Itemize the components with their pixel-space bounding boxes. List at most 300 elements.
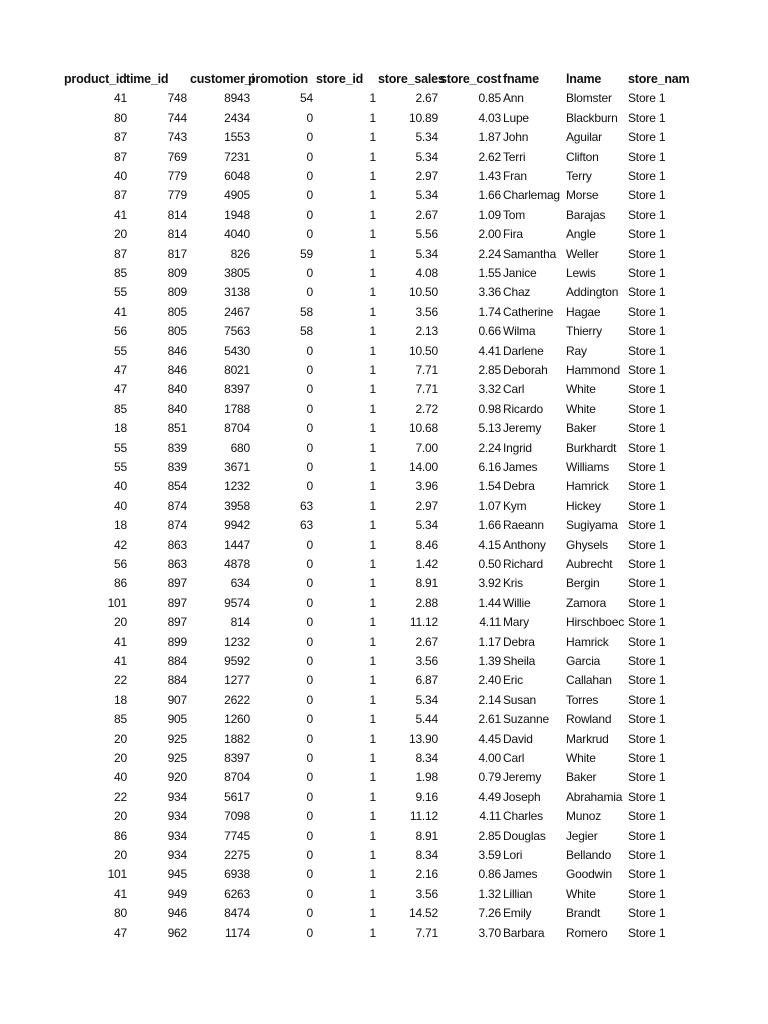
- cell-product-id: 22: [114, 789, 127, 804]
- table-row: [0, 342, 768, 361]
- cell-store-cost: 2.14: [478, 692, 501, 707]
- cell-store-sales: 4.08: [415, 266, 438, 280]
- cell-fname: Chaz: [503, 285, 531, 300]
- cell-product-id: 41: [114, 91, 127, 106]
- cell-store-sales: 2.67: [415, 634, 438, 649]
- cell-promotion: 0: [306, 692, 313, 707]
- cell-product-id: 41: [114, 207, 127, 222]
- table-row: [0, 788, 768, 807]
- cell-promotion: 0: [306, 421, 313, 436]
- cell-fname: David: [503, 731, 533, 746]
- cell-store-cost: 2.24: [478, 440, 501, 455]
- cell-time-id: 748: [167, 91, 187, 106]
- cell-customer-id: 1882: [224, 731, 250, 746]
- cell-time-id: 934: [167, 828, 187, 843]
- cell-store-name: Store 1: [628, 304, 666, 319]
- cell-store-id: 1: [369, 498, 376, 513]
- cell-store-id: 1: [369, 266, 376, 280]
- cell-lname: White: [566, 401, 596, 416]
- cell-lname: White: [566, 382, 596, 397]
- cell-store-name: Store 1: [628, 266, 666, 280]
- cell-store-name: Store 1: [628, 751, 666, 765]
- cell-store-id: 1: [369, 906, 376, 921]
- table-row: [0, 322, 768, 341]
- cell-store-cost: 5.13: [478, 421, 501, 436]
- cell-promotion: 0: [306, 169, 313, 183]
- cell-product-id: 55: [114, 440, 127, 455]
- header-time-id: time_id: [126, 72, 169, 86]
- cell-product-id: 20: [114, 227, 127, 242]
- header-store-id: store_id: [316, 72, 364, 86]
- cell-store-id: 1: [369, 246, 376, 261]
- cell-lname: Hirschboec: [566, 615, 625, 630]
- cell-promotion: 0: [306, 130, 313, 145]
- cell-store-cost: 1.55: [478, 266, 501, 280]
- cell-store-cost: 1.66: [478, 518, 501, 533]
- cell-promotion: 0: [306, 751, 313, 765]
- table-row: [0, 652, 768, 671]
- cell-store-sales: 13.90: [408, 731, 438, 746]
- cell-promotion: 0: [306, 789, 313, 804]
- cell-store-cost: 4.49: [478, 789, 501, 804]
- cell-customer-id: 9592: [224, 654, 250, 668]
- table-row: [0, 768, 768, 787]
- cell-store-sales: 1.42: [415, 557, 438, 571]
- cell-lname: Weller: [566, 246, 599, 261]
- cell-store-id: 1: [369, 789, 376, 804]
- cell-lname: Bergin: [566, 576, 600, 591]
- cell-fname: Deborah: [503, 363, 548, 377]
- cell-time-id: 814: [167, 207, 187, 222]
- cell-fname: Darlene: [503, 343, 544, 358]
- cell-store-cost: 2.85: [478, 828, 501, 843]
- cell-promotion: 0: [306, 925, 313, 940]
- cell-fname: Raeann: [503, 518, 544, 533]
- cell-time-id: 884: [167, 673, 187, 688]
- cell-lname: Terry: [566, 169, 592, 183]
- cell-lname: Jegier: [566, 828, 598, 843]
- cell-store-id: 1: [369, 673, 376, 688]
- cell-store-name: Store 1: [628, 421, 666, 436]
- cell-time-id: 946: [167, 906, 187, 921]
- cell-customer-id: 680: [230, 440, 250, 455]
- cell-promotion: 0: [306, 654, 313, 668]
- table-row: [0, 361, 768, 380]
- cell-lname: Hickey: [566, 498, 601, 513]
- cell-lname: Munoz: [566, 809, 602, 824]
- cell-customer-id: 826: [230, 246, 250, 261]
- table-row: [0, 827, 768, 846]
- cell-store-id: 1: [369, 712, 376, 727]
- cell-store-name: Store 1: [628, 285, 666, 300]
- cell-store-cost: 4.03: [478, 110, 501, 125]
- cell-customer-id: 814: [230, 615, 250, 630]
- cell-lname: Garcia: [566, 654, 601, 668]
- cell-product-id: 87: [114, 130, 127, 145]
- cell-store-cost: 1.07: [478, 498, 501, 513]
- cell-lname: Williams: [566, 460, 610, 474]
- cell-store-cost: 6.16: [478, 460, 501, 474]
- cell-fname: John: [503, 130, 529, 145]
- cell-fname: Fira: [503, 227, 523, 242]
- cell-store-sales: 8.34: [415, 848, 438, 862]
- cell-store-cost: 2.61: [478, 712, 501, 727]
- cell-store-id: 1: [369, 188, 376, 203]
- cell-promotion: 0: [306, 227, 313, 242]
- cell-store-cost: 1.87: [478, 130, 501, 145]
- cell-promotion: 0: [306, 479, 313, 494]
- cell-customer-id: 4905: [224, 188, 250, 203]
- cell-fname: Eric: [503, 673, 523, 688]
- cell-fname: Fran: [503, 169, 527, 183]
- table-row: [0, 264, 768, 283]
- cell-store-cost: 4.15: [478, 537, 501, 552]
- cell-fname: Kris: [503, 576, 523, 591]
- cell-product-id: 47: [114, 363, 127, 377]
- cell-store-id: 1: [369, 809, 376, 824]
- cell-product-id: 86: [114, 576, 127, 591]
- cell-time-id: 743: [167, 130, 187, 145]
- cell-lname: Lewis: [566, 266, 596, 280]
- cell-promotion: 58: [300, 324, 313, 339]
- cell-customer-id: 6263: [224, 886, 250, 901]
- cell-store-sales: 2.13: [415, 324, 438, 339]
- table-row: [0, 555, 768, 574]
- cell-fname: Ingrid: [503, 440, 532, 455]
- table-row: [0, 109, 768, 128]
- cell-store-name: Store 1: [628, 595, 666, 610]
- cell-promotion: 63: [300, 498, 313, 513]
- cell-store-sales: 5.34: [415, 130, 438, 145]
- table-row: [0, 186, 768, 205]
- cell-time-id: 905: [167, 712, 187, 727]
- cell-customer-id: 3138: [224, 285, 250, 300]
- cell-store-id: 1: [369, 110, 376, 125]
- cell-product-id: 20: [114, 809, 127, 824]
- cell-store-name: Store 1: [628, 770, 666, 785]
- table-row: [0, 497, 768, 516]
- cell-store-cost: 2.62: [478, 149, 501, 164]
- cell-store-name: Store 1: [628, 712, 666, 727]
- cell-lname: Baker: [566, 770, 597, 785]
- cell-customer-id: 7563: [224, 324, 250, 339]
- cell-product-id: 20: [114, 615, 127, 630]
- cell-product-id: 40: [114, 479, 127, 494]
- cell-store-sales: 3.56: [415, 654, 438, 668]
- cell-promotion: 0: [306, 867, 313, 882]
- cell-time-id: 897: [167, 615, 187, 630]
- cell-store-sales: 2.88: [415, 595, 438, 610]
- cell-fname: Douglas: [503, 828, 546, 843]
- cell-store-name: Store 1: [628, 615, 666, 630]
- cell-promotion: 58: [300, 304, 313, 319]
- table-row: [0, 89, 768, 108]
- cell-lname: Hagae: [566, 304, 601, 319]
- table-row: [0, 865, 768, 884]
- cell-store-id: 1: [369, 615, 376, 630]
- table-row: [0, 749, 768, 768]
- header-fname: fname: [503, 72, 539, 86]
- cell-customer-id: 2467: [224, 304, 250, 319]
- cell-store-sales: 8.46: [415, 537, 438, 552]
- cell-customer-id: 8704: [224, 421, 250, 436]
- cell-lname: White: [566, 886, 596, 901]
- cell-store-sales: 14.52: [408, 906, 438, 921]
- cell-product-id: 40: [114, 169, 127, 183]
- cell-store-id: 1: [369, 227, 376, 242]
- cell-promotion: 59: [300, 246, 313, 261]
- cell-store-sales: 3.96: [415, 479, 438, 494]
- cell-lname: Sugiyama: [566, 518, 618, 533]
- cell-store-sales: 11.12: [409, 809, 438, 824]
- cell-store-sales: 2.97: [415, 169, 438, 183]
- cell-time-id: 851: [167, 421, 187, 436]
- cell-promotion: 0: [306, 906, 313, 921]
- cell-promotion: 0: [306, 285, 313, 300]
- cell-product-id: 20: [114, 731, 127, 746]
- cell-store-id: 1: [369, 382, 376, 397]
- cell-time-id: 814: [167, 227, 187, 242]
- cell-customer-id: 7745: [224, 828, 250, 843]
- cell-time-id: 805: [167, 304, 187, 319]
- cell-customer-id: 1553: [224, 130, 250, 145]
- cell-store-sales: 5.34: [415, 188, 438, 203]
- cell-store-name: Store 1: [628, 731, 666, 746]
- cell-fname: Lupe: [503, 110, 529, 125]
- cell-store-sales: 2.16: [415, 867, 438, 882]
- cell-customer-id: 4878: [224, 557, 250, 571]
- cell-store-sales: 2.72: [415, 401, 438, 416]
- cell-store-id: 1: [369, 886, 376, 901]
- cell-store-name: Store 1: [628, 557, 666, 571]
- cell-lname: Hammond: [566, 363, 620, 377]
- cell-store-name: Store 1: [628, 498, 666, 513]
- cell-lname: Bellando: [566, 848, 612, 862]
- cell-store-id: 1: [369, 731, 376, 746]
- cell-lname: Hamrick: [566, 634, 609, 649]
- cell-store-id: 1: [369, 460, 376, 474]
- header-store-sales: store_sales: [378, 72, 445, 86]
- cell-store-cost: 1.43: [478, 169, 501, 183]
- table-row: [0, 303, 768, 322]
- table-row: [0, 439, 768, 458]
- header-lname: lname: [566, 72, 602, 86]
- cell-store-name: Store 1: [628, 440, 666, 455]
- cell-store-id: 1: [369, 654, 376, 668]
- cell-time-id: 846: [167, 343, 187, 358]
- cell-promotion: 0: [306, 731, 313, 746]
- table-row: [0, 128, 768, 147]
- cell-promotion: 0: [306, 809, 313, 824]
- cell-product-id: 80: [114, 110, 127, 125]
- cell-product-id: 56: [114, 324, 127, 339]
- cell-store-id: 1: [369, 479, 376, 494]
- cell-store-id: 1: [369, 848, 376, 862]
- cell-fname: Susan: [503, 692, 537, 707]
- cell-time-id: 769: [167, 149, 187, 164]
- cell-lname: Markrud: [566, 731, 609, 746]
- cell-time-id: 874: [167, 498, 187, 513]
- cell-store-name: Store 1: [628, 343, 666, 358]
- cell-fname: Joseph: [503, 789, 541, 804]
- cell-customer-id: 5430: [224, 343, 250, 358]
- cell-store-cost: 1.32: [478, 886, 501, 901]
- table-row: [0, 283, 768, 302]
- cell-promotion: 0: [306, 537, 313, 552]
- cell-product-id: 41: [114, 304, 127, 319]
- cell-product-id: 85: [114, 712, 127, 727]
- cell-store-sales: 8.34: [415, 751, 438, 765]
- table-row: [0, 245, 768, 264]
- cell-customer-id: 1232: [224, 634, 250, 649]
- cell-fname: Terri: [503, 149, 526, 164]
- cell-lname: Thierry: [566, 324, 602, 339]
- cell-lname: Rowland: [566, 712, 612, 727]
- cell-promotion: 0: [306, 343, 313, 358]
- table-row: [0, 380, 768, 399]
- cell-lname: Ghysels: [566, 537, 608, 552]
- cell-store-cost: 1.54: [478, 479, 501, 494]
- cell-fname: Richard: [503, 557, 543, 571]
- cell-store-name: Store 1: [628, 246, 666, 261]
- cell-store-name: Store 1: [628, 479, 666, 494]
- cell-time-id: 846: [167, 363, 187, 377]
- cell-customer-id: 1788: [224, 401, 250, 416]
- cell-store-name: Store 1: [628, 692, 666, 707]
- cell-store-id: 1: [369, 304, 376, 319]
- cell-store-cost: 4.00: [478, 751, 501, 765]
- cell-store-name: Store 1: [628, 363, 666, 377]
- cell-fname: Tom: [503, 207, 526, 222]
- cell-store-name: Store 1: [628, 460, 666, 474]
- cell-product-id: 41: [114, 886, 127, 901]
- cell-customer-id: 8021: [224, 363, 250, 377]
- header-store-name: store_nam: [628, 72, 690, 86]
- cell-store-name: Store 1: [628, 867, 666, 882]
- cell-fname: Jeremy: [503, 421, 542, 436]
- table-row: [0, 516, 768, 535]
- cell-time-id: 809: [167, 266, 187, 280]
- table-row: [0, 206, 768, 225]
- cell-lname: Aguilar: [566, 130, 602, 145]
- cell-fname: James: [503, 867, 538, 882]
- cell-time-id: 874: [167, 518, 187, 533]
- cell-promotion: 0: [306, 673, 313, 688]
- table-row: [0, 691, 768, 710]
- cell-promotion: 0: [306, 266, 313, 280]
- cell-promotion: 0: [306, 363, 313, 377]
- cell-promotion: 0: [306, 557, 313, 571]
- header-promotion: promotion: [248, 72, 308, 86]
- cell-store-sales: 7.71: [415, 363, 438, 377]
- cell-store-sales: 5.56: [415, 227, 438, 242]
- cell-product-id: 55: [114, 343, 127, 358]
- cell-store-id: 1: [369, 634, 376, 649]
- cell-fname: Catherine: [503, 304, 554, 319]
- cell-fname: Debra: [503, 479, 535, 494]
- cell-lname: Zamora: [566, 595, 607, 610]
- cell-lname: Romero: [566, 925, 608, 940]
- cell-store-sales: 5.34: [415, 246, 438, 261]
- cell-fname: Charlemag: [503, 188, 560, 203]
- table-row: [0, 419, 768, 438]
- table-row: [0, 225, 768, 244]
- cell-customer-id: 1232: [224, 479, 250, 494]
- cell-customer-id: 9942: [224, 518, 250, 533]
- cell-store-name: Store 1: [628, 537, 666, 552]
- cell-store-id: 1: [369, 770, 376, 785]
- cell-lname: Barajas: [566, 207, 606, 222]
- cell-store-sales: 9.16: [415, 789, 438, 804]
- cell-customer-id: 634: [230, 576, 250, 591]
- cell-store-name: Store 1: [628, 207, 666, 222]
- header-customer-id: customer_i: [190, 72, 255, 86]
- cell-promotion: 0: [306, 440, 313, 455]
- cell-store-name: Store 1: [628, 925, 666, 940]
- header-store-cost: store_cost: [440, 72, 502, 86]
- cell-store-sales: 10.89: [408, 110, 438, 125]
- cell-lname: Addington: [566, 285, 619, 300]
- cell-customer-id: 9574: [224, 595, 250, 610]
- cell-lname: Clifton: [566, 149, 599, 164]
- cell-store-id: 1: [369, 576, 376, 591]
- cell-fname: Debra: [503, 634, 535, 649]
- table-row: [0, 846, 768, 865]
- cell-product-id: 87: [114, 188, 127, 203]
- cell-time-id: 840: [167, 382, 187, 397]
- cell-store-id: 1: [369, 537, 376, 552]
- cell-promotion: 54: [300, 91, 313, 106]
- cell-store-cost: 0.85: [478, 91, 501, 106]
- cell-fname: Charles: [503, 809, 543, 824]
- cell-store-cost: 4.11: [479, 615, 501, 630]
- cell-lname: Abrahamia: [566, 789, 623, 804]
- cell-promotion: 0: [306, 848, 313, 862]
- cell-time-id: 779: [167, 188, 187, 203]
- cell-time-id: 949: [167, 886, 187, 901]
- cell-store-name: Store 1: [628, 110, 666, 125]
- cell-store-name: Store 1: [628, 576, 666, 591]
- table-row: [0, 574, 768, 593]
- cell-store-id: 1: [369, 557, 376, 571]
- cell-time-id: 779: [167, 169, 187, 183]
- cell-lname: Aubrecht: [566, 557, 613, 571]
- cell-store-name: Store 1: [628, 91, 666, 106]
- cell-fname: Sheila: [503, 654, 536, 668]
- table-row: [0, 633, 768, 652]
- cell-store-cost: 3.59: [478, 848, 501, 862]
- cell-store-sales: 14.00: [408, 460, 438, 474]
- cell-fname: Carl: [503, 751, 525, 765]
- table-row: [0, 148, 768, 167]
- cell-customer-id: 2622: [224, 692, 250, 707]
- cell-store-cost: 3.70: [478, 925, 501, 940]
- cell-store-sales: 2.67: [415, 91, 438, 106]
- cell-time-id: 805: [167, 324, 187, 339]
- cell-lname: Goodwin: [566, 867, 612, 882]
- cell-store-sales: 8.91: [415, 576, 438, 591]
- cell-time-id: 884: [167, 654, 187, 668]
- cell-store-cost: 2.24: [478, 246, 501, 261]
- cell-store-name: Store 1: [628, 382, 666, 397]
- cell-product-id: 18: [114, 518, 127, 533]
- cell-time-id: 840: [167, 401, 187, 416]
- cell-time-id: 962: [167, 925, 187, 940]
- cell-store-name: Store 1: [628, 848, 666, 862]
- cell-product-id: 85: [114, 266, 127, 280]
- cell-fname: James: [503, 460, 538, 474]
- cell-store-cost: 4.41: [478, 343, 501, 358]
